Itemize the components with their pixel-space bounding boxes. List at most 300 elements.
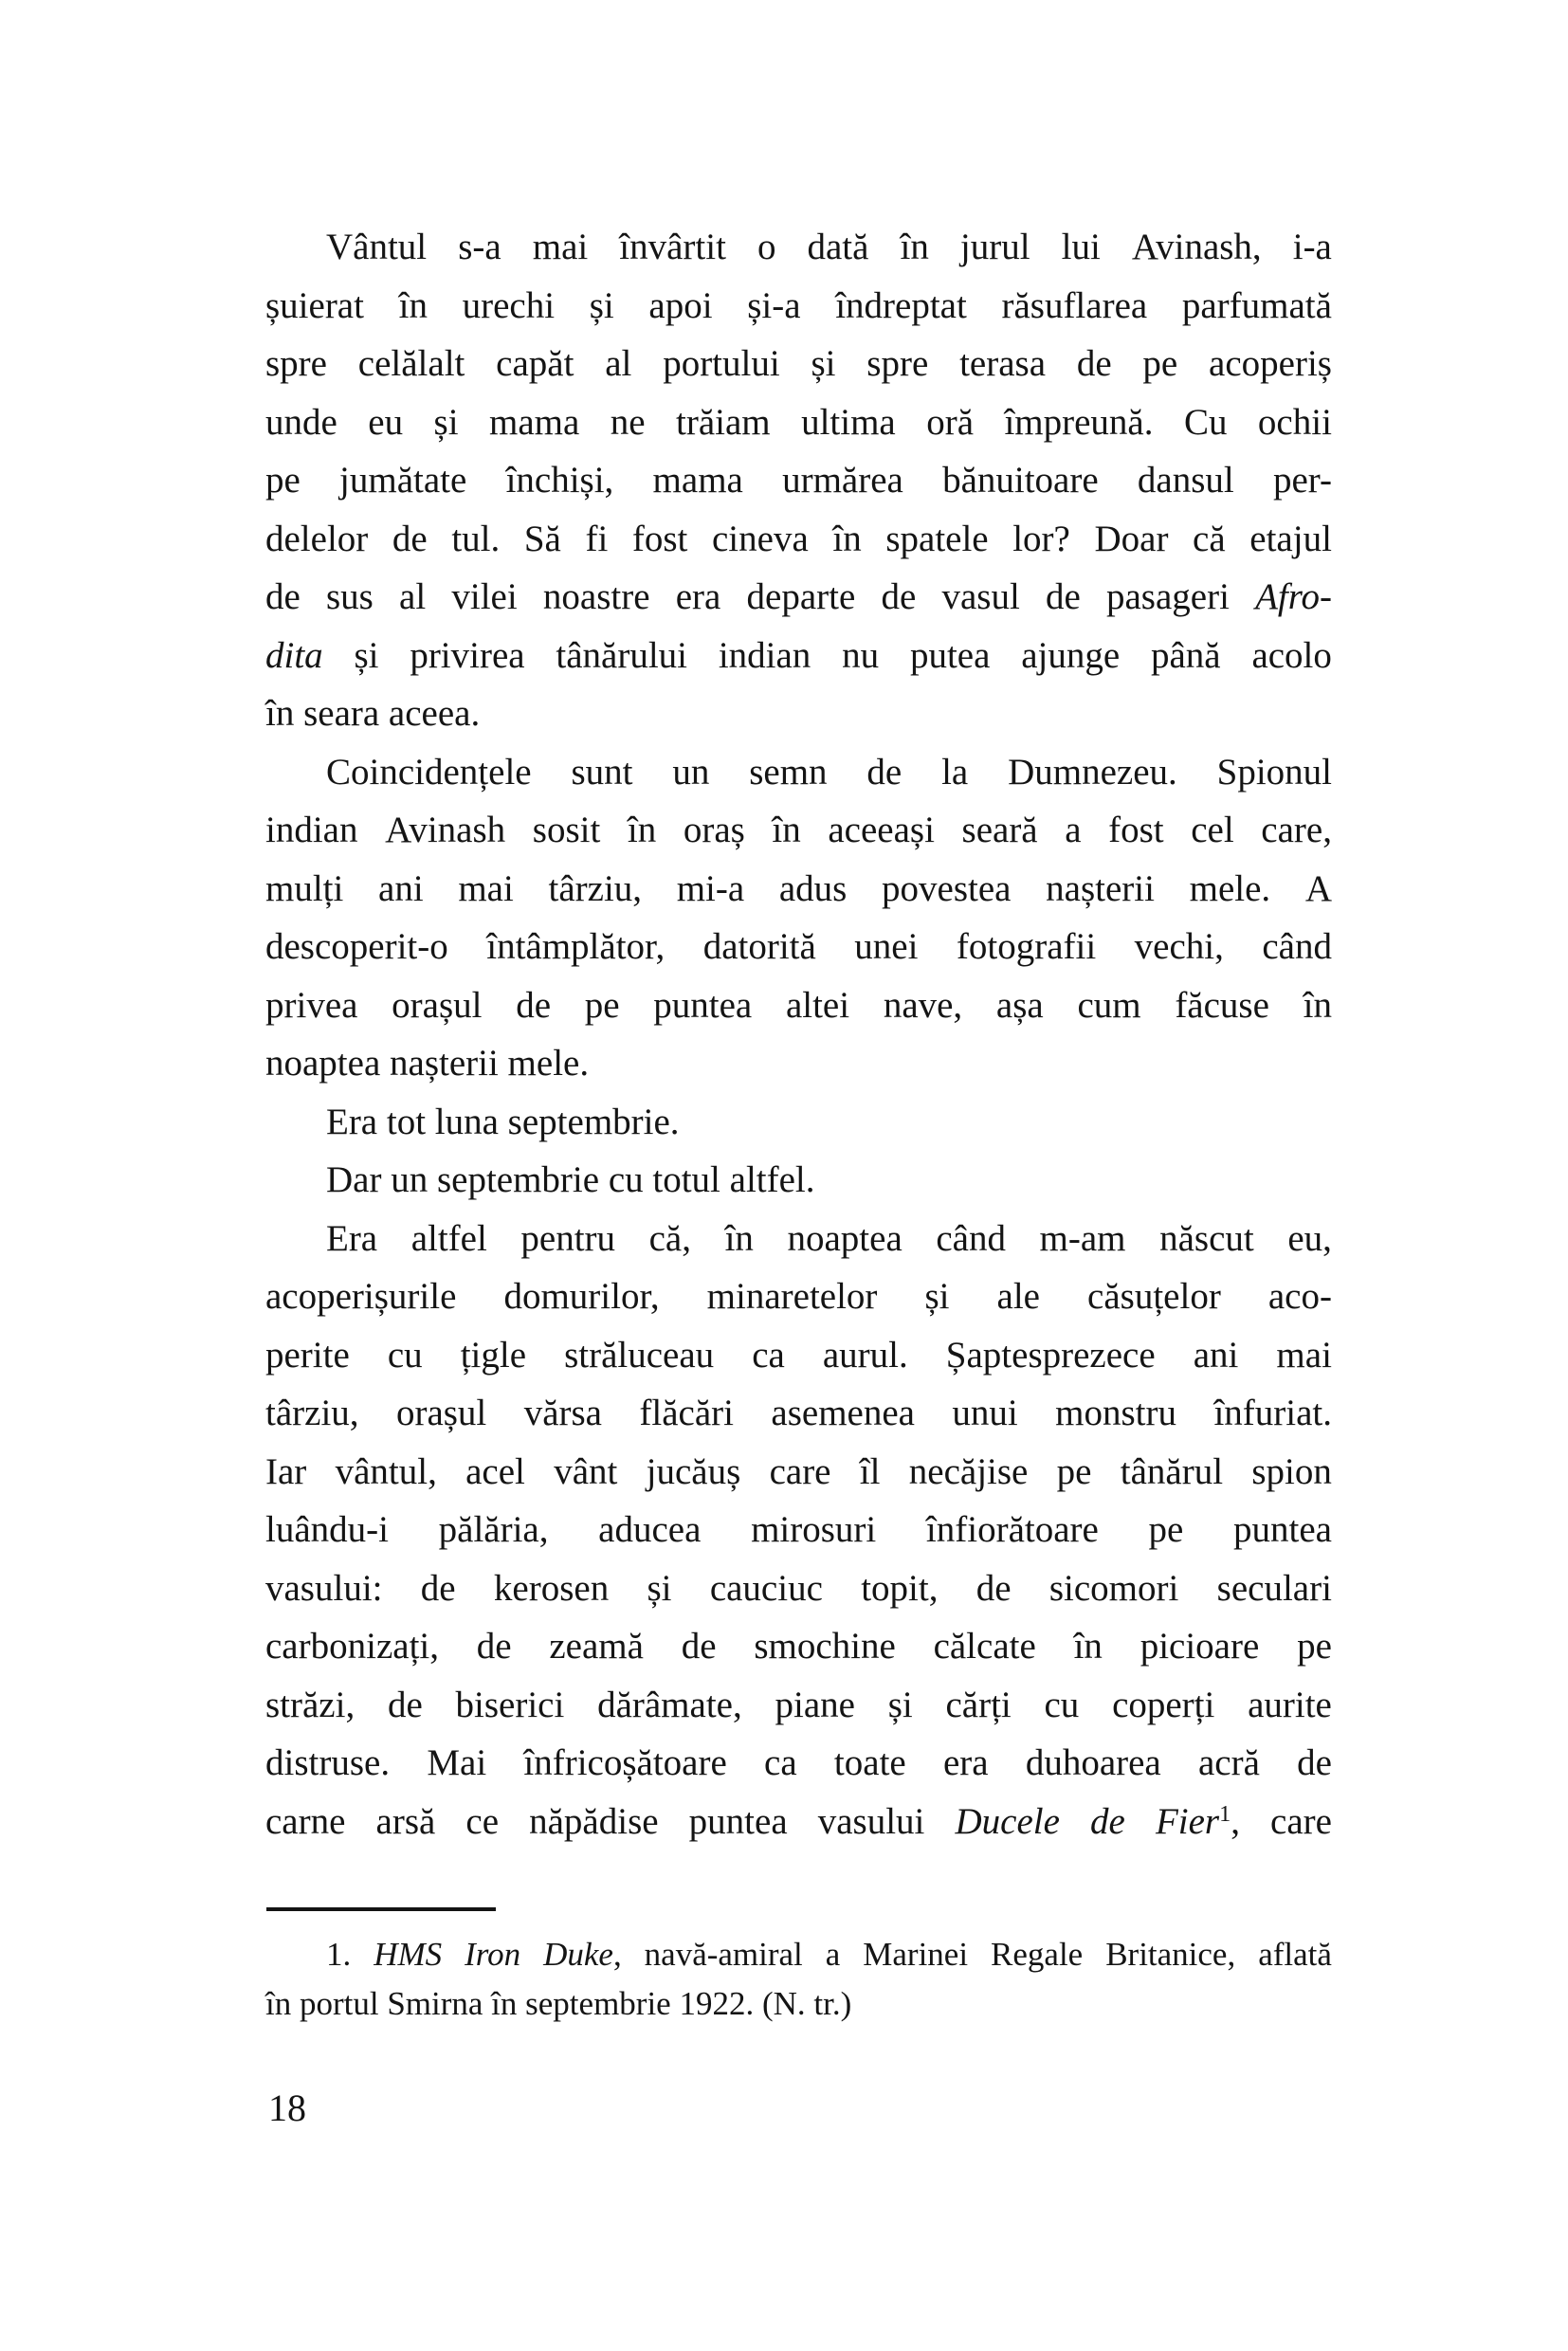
text-run: domurilor,	[503, 1276, 660, 1317]
text-run: urmărea	[782, 460, 903, 501]
word	[326, 1210, 377, 1268]
word	[326, 218, 427, 277]
word	[1046, 568, 1081, 627]
word	[672, 743, 709, 802]
text-run: închiși,	[505, 460, 614, 501]
text-line	[265, 976, 1332, 1035]
text-run: cu	[1044, 1684, 1080, 1725]
text-run: Să	[523, 518, 561, 559]
text-run: portului	[663, 343, 780, 384]
word	[524, 1384, 602, 1443]
word	[684, 801, 745, 860]
text-line	[265, 568, 1332, 627]
text-run: în	[900, 227, 929, 267]
text-run: vântul,	[335, 1450, 437, 1492]
text-run: de	[1045, 576, 1081, 617]
text-run: țigle	[460, 1334, 527, 1376]
text-line	[265, 1443, 1332, 1502]
text-run: Dumnezeu.	[1008, 751, 1177, 793]
word	[388, 1676, 423, 1735]
word	[689, 1793, 788, 1851]
text-run: tânărului	[556, 634, 688, 676]
text-run: în seara aceea.	[265, 693, 481, 734]
word	[1049, 1559, 1178, 1618]
word	[434, 393, 459, 452]
text-run: ,	[1231, 1800, 1240, 1842]
word	[771, 1384, 915, 1443]
word	[1213, 1384, 1332, 1443]
word	[962, 801, 1038, 860]
word	[597, 1676, 742, 1735]
word	[1191, 801, 1233, 860]
word	[676, 568, 721, 627]
text-run: și	[589, 284, 614, 326]
text-run: pe	[1056, 1450, 1092, 1492]
text-run: Britanice,	[1105, 1936, 1236, 1973]
text-run: mama	[652, 460, 743, 501]
text-run: oră	[926, 401, 975, 443]
word	[764, 1734, 797, 1793]
text-line	[265, 1384, 1332, 1443]
word	[489, 393, 579, 452]
text-run: fost	[1108, 810, 1164, 850]
word	[1142, 335, 1177, 393]
word	[358, 335, 465, 393]
text-run: târziu,	[548, 867, 643, 909]
word	[265, 1793, 345, 1851]
text-line	[265, 743, 1332, 802]
text-run: pe	[584, 984, 620, 1026]
text-run: jumătate	[339, 460, 467, 501]
text-run: perite	[265, 1334, 350, 1376]
text-run: aceeași	[828, 810, 935, 850]
text-run: pe	[1297, 1626, 1332, 1667]
word	[1074, 1617, 1103, 1676]
word	[1077, 976, 1140, 1035]
text-run: etajul	[1249, 518, 1332, 559]
word	[1258, 393, 1332, 452]
word	[703, 918, 816, 976]
text-run: în	[627, 810, 657, 850]
text-run: căsuțelor	[1087, 1276, 1221, 1317]
word	[1255, 568, 1332, 627]
word	[1112, 1676, 1214, 1735]
text-run: pentru	[520, 1217, 616, 1259]
text-run: apoi	[648, 284, 713, 326]
word	[863, 1930, 968, 1979]
text-run: seculari	[1216, 1567, 1332, 1609]
text-run: fost	[631, 518, 688, 559]
word	[882, 860, 1011, 919]
text-run: acoperișurile	[265, 1276, 457, 1317]
text-run: Marinei	[863, 1936, 969, 1973]
word	[465, 1793, 499, 1851]
text-line	[265, 393, 1332, 452]
word	[1249, 510, 1332, 569]
word	[585, 976, 620, 1035]
word	[396, 1384, 486, 1443]
text-run: era	[942, 1742, 989, 1783]
word	[494, 1559, 609, 1618]
text-run: unei	[854, 926, 919, 967]
text-line	[265, 1151, 1332, 1210]
word	[265, 510, 368, 569]
text-run: că	[1193, 518, 1226, 559]
text-line	[265, 1326, 1332, 1385]
word	[808, 218, 869, 277]
word	[818, 1793, 925, 1851]
text-line	[265, 1930, 1332, 1979]
word	[976, 1559, 1012, 1618]
text-run: în	[1303, 984, 1332, 1026]
word	[885, 510, 988, 569]
text-run: adus	[778, 867, 848, 909]
text-run: indian	[265, 810, 358, 850]
text-line	[265, 277, 1332, 336]
text-line	[265, 451, 1332, 510]
word	[611, 393, 646, 452]
word	[1087, 1267, 1221, 1326]
word	[1276, 1326, 1331, 1385]
word	[1251, 1443, 1332, 1502]
word	[456, 1676, 565, 1735]
text-run: îndreptat	[835, 284, 967, 326]
word	[1021, 627, 1120, 685]
word	[368, 393, 403, 452]
text-run: fotografii	[956, 926, 1097, 967]
word	[1156, 1793, 1240, 1851]
text-run: o	[757, 227, 776, 267]
word	[801, 393, 896, 452]
word	[486, 918, 665, 976]
word	[881, 568, 916, 627]
text-run: mele.	[1189, 867, 1271, 909]
text-run: noaptea	[787, 1217, 903, 1259]
word	[996, 976, 1044, 1035]
word	[451, 510, 500, 569]
word	[1132, 218, 1262, 277]
text-run: străluceau	[564, 1334, 715, 1376]
text-run: târziu,	[265, 1393, 359, 1433]
text-run: care,	[1261, 810, 1332, 850]
text-run: biserici	[455, 1684, 565, 1725]
word	[1268, 1267, 1332, 1326]
text-run: ale	[996, 1276, 1040, 1317]
word	[385, 801, 505, 860]
text-run: cineva	[712, 518, 809, 559]
text-run: nave,	[883, 984, 963, 1026]
word	[834, 1734, 906, 1793]
text-line	[265, 218, 1332, 277]
text-run: de	[866, 751, 903, 793]
word	[779, 860, 848, 919]
text-run: în	[772, 810, 801, 850]
word	[354, 627, 378, 685]
word	[754, 1617, 895, 1676]
text-run: mirosuri	[751, 1509, 877, 1550]
word	[1261, 801, 1332, 860]
word	[516, 976, 551, 1035]
word	[503, 1267, 659, 1326]
text-run: unde	[265, 401, 337, 443]
text-run: oraș	[683, 810, 745, 850]
text-run: flăcări	[639, 1393, 734, 1433]
word	[506, 451, 614, 510]
word	[707, 1267, 878, 1326]
italic-text: HMS	[374, 1936, 443, 1973]
text-run: pe	[265, 460, 301, 501]
text-line	[265, 627, 1332, 685]
word	[265, 335, 327, 393]
text-line	[265, 1093, 1332, 1152]
word	[757, 218, 776, 277]
text-line	[265, 1034, 1332, 1093]
word	[997, 1267, 1040, 1326]
text-run: parfumată	[1181, 284, 1332, 326]
text-run: spatele	[885, 518, 989, 559]
word	[752, 1326, 785, 1385]
text-run: coperți	[1112, 1684, 1215, 1725]
text-run: smochine	[754, 1626, 896, 1667]
word	[496, 335, 574, 393]
word	[751, 1501, 876, 1559]
italic-text: dita	[265, 634, 323, 676]
text-run: Era tot luna septembrie.	[326, 1101, 680, 1142]
word	[1217, 1559, 1332, 1618]
word	[676, 393, 771, 452]
text-line	[265, 1979, 1332, 2029]
text-run: monstru	[1055, 1393, 1177, 1433]
word	[326, 743, 532, 802]
text-run: a	[825, 1936, 841, 1973]
text-run: acolo	[1251, 634, 1332, 676]
text-run: Era	[326, 1217, 378, 1259]
word	[832, 510, 861, 569]
word	[663, 335, 780, 393]
word	[942, 451, 1099, 510]
text-run: mi-a	[676, 867, 745, 909]
text-run: pasageri	[1105, 576, 1230, 617]
word	[421, 1559, 456, 1618]
text-run: privirea	[410, 634, 525, 676]
word	[1273, 451, 1332, 510]
text-run: puntea	[688, 1800, 788, 1842]
word	[1182, 277, 1332, 336]
word	[399, 277, 428, 336]
text-run: navă-amiral	[644, 1936, 803, 1973]
word	[1304, 976, 1332, 1035]
text-run: Șaptesprezece	[945, 1334, 1156, 1376]
word	[265, 1326, 350, 1385]
word	[465, 1930, 520, 1979]
text-run: de	[387, 1684, 423, 1725]
word	[465, 1443, 525, 1502]
word	[598, 1501, 701, 1559]
word	[265, 1384, 359, 1443]
text-run: s-a	[458, 227, 501, 267]
word	[860, 1443, 881, 1502]
text-run: ce	[465, 1800, 500, 1842]
text-run: ani	[378, 867, 424, 909]
text-run: lor?	[1012, 518, 1070, 559]
word	[1121, 1443, 1223, 1502]
text-run: pe	[1142, 343, 1178, 384]
text-run: mai	[532, 227, 589, 267]
word	[1262, 918, 1332, 976]
word	[1305, 860, 1332, 919]
word	[991, 1930, 1083, 1979]
text-run: vânt	[554, 1450, 618, 1492]
word	[326, 1930, 351, 1979]
text-run: luându-i	[265, 1509, 389, 1550]
text-run: Doar	[1094, 518, 1169, 559]
text-run: năpădise	[529, 1800, 659, 1842]
text-run: putea	[909, 634, 991, 676]
text-run: dărâmate,	[597, 1684, 742, 1725]
text-run: mulți	[265, 867, 344, 909]
text-run: terasa	[959, 343, 1047, 384]
text-run: care	[1270, 1800, 1332, 1842]
word	[1287, 1210, 1332, 1268]
word	[747, 568, 856, 627]
text-run: orașul	[392, 984, 483, 1026]
text-run: i-a	[1292, 227, 1332, 267]
word	[782, 451, 903, 510]
word	[564, 1326, 714, 1385]
word	[1297, 1617, 1332, 1676]
text-run: picioare	[1140, 1626, 1260, 1667]
text-run: noastre	[542, 576, 650, 617]
word	[936, 1210, 1006, 1268]
word	[719, 627, 811, 685]
word	[1251, 627, 1331, 685]
word	[645, 1930, 803, 1979]
text-line	[265, 684, 1332, 743]
text-run: că,	[648, 1217, 691, 1259]
word	[523, 1734, 726, 1793]
text-run: un	[672, 751, 710, 793]
word	[866, 743, 902, 802]
word	[378, 860, 424, 919]
text-run: jurul	[959, 227, 1030, 267]
word	[770, 1443, 831, 1502]
word	[712, 510, 809, 569]
text-run: cărți	[945, 1684, 1012, 1725]
word	[543, 1930, 622, 1979]
text-run: seară	[961, 810, 1038, 850]
text-run: când	[936, 1217, 1006, 1259]
word	[529, 1793, 658, 1851]
text-run: pe	[1148, 1509, 1184, 1550]
text-run: făcuse	[1175, 984, 1269, 1026]
text-run: la	[941, 751, 969, 793]
text-run: de	[975, 1567, 1012, 1609]
text-run: vasul	[941, 576, 1020, 617]
text-line	[265, 1793, 1332, 1851]
text-run: și	[433, 401, 459, 443]
word	[1057, 1443, 1092, 1502]
text-run: sosit	[532, 810, 601, 850]
text-run: și	[811, 343, 836, 384]
word	[1045, 1676, 1080, 1735]
word	[653, 451, 743, 510]
text-run: Mai	[427, 1742, 487, 1783]
word	[265, 1559, 383, 1618]
word	[451, 568, 517, 627]
word	[1008, 743, 1177, 802]
text-line	[265, 1210, 1332, 1268]
word	[1065, 801, 1081, 860]
text-run: lui	[1061, 227, 1101, 267]
word	[1135, 918, 1224, 976]
word	[1004, 393, 1153, 452]
word	[265, 801, 357, 860]
word	[924, 1267, 949, 1326]
word	[1270, 1793, 1332, 1851]
word	[725, 1210, 754, 1268]
footnote-text	[265, 1930, 1332, 2029]
word	[786, 976, 849, 1035]
text-run: aducea	[598, 1509, 702, 1550]
text-run: 1.	[326, 1936, 352, 1973]
text-run: și-a	[747, 284, 801, 326]
text-run: ochii	[1257, 401, 1332, 443]
text-run: și	[924, 1276, 950, 1317]
word	[628, 801, 656, 860]
word	[458, 860, 513, 919]
word	[811, 335, 835, 393]
word	[439, 1501, 549, 1559]
word	[682, 1617, 717, 1676]
word	[1194, 1326, 1239, 1385]
word	[1293, 218, 1332, 277]
text-run: duhoarea	[1025, 1742, 1161, 1783]
word	[943, 1734, 989, 1793]
text-run: în	[398, 284, 428, 326]
word	[549, 860, 643, 919]
word	[549, 1617, 644, 1676]
text-run: aflată	[1258, 1936, 1332, 1973]
text-run: fi	[585, 518, 609, 559]
text-run: asemenea	[771, 1393, 915, 1433]
text-run: Regale	[991, 1936, 1084, 1973]
word	[1106, 568, 1230, 627]
text-run: al	[605, 343, 632, 384]
text-run: vechi,	[1134, 926, 1224, 967]
italic-text: Iron	[465, 1936, 521, 1973]
text-run: mai	[458, 867, 514, 909]
word	[1001, 277, 1147, 336]
text-run: nu	[842, 634, 880, 676]
text-run: spre	[265, 343, 327, 384]
word	[265, 1501, 389, 1559]
text-line	[265, 1734, 1332, 1793]
word	[959, 335, 1046, 393]
text-run: acră	[1198, 1742, 1260, 1783]
word	[1046, 860, 1155, 919]
text-run: toate	[833, 1742, 906, 1783]
word	[884, 976, 962, 1035]
word	[265, 451, 301, 510]
text-line	[265, 1559, 1332, 1618]
italic-text: Ducele	[955, 1800, 1060, 1842]
word	[1159, 1210, 1254, 1268]
text-line	[265, 801, 1332, 860]
text-run: cum	[1077, 984, 1141, 1026]
word	[410, 627, 524, 685]
word	[619, 218, 726, 277]
word	[1248, 1676, 1332, 1735]
